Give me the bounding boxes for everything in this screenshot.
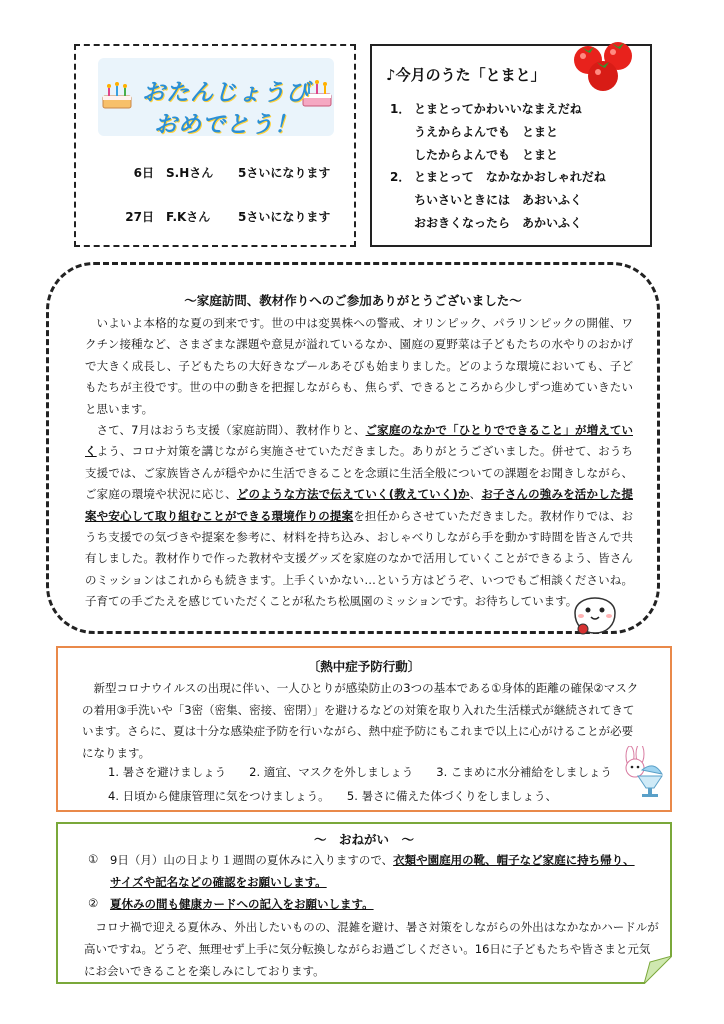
birthday-entry: 27日 F.Kさん 5さいになります (125, 210, 331, 224)
home-visit-paragraph: さて、7月はおうち支援（家庭訪問）、教材作りと、ご家庭のなかで「ひとりでできること」が増えていくよう、コロナ対策を講じながら実施させていただきました。ありがとうございました。併せて、おうち支援では、ご家族皆さんが穏やかに生活できることを念頭に生活全般についての課題をお聞きしながら、ご家庭の環境や状況に応じ、どのような方法で伝えていく(教えていく)か、お子さんの強みを活かした提案や安心して取り組むことができる環境作りの提案を担任からさせていただきました。教材作りでは、おうち支援での気づきや提案を参考に、材料を持ち込み、おしゃべりしながら手を動かす時間を皆さんで共有しました。教材作りで作った教材や支援グッズを家庭のなかで活用していくことができるよう、皆さんのミッションはこれからも続きます。上手くいかない…という方はどうぞ、いつでもご相談くださいね。子育ての手ごたえを感じていただくことが私たち松風園のミッションです。お待ちしています。 (85, 423, 634, 609)
heatstroke-tips: 1. 暑さを避けましょう 2. 適宜、マスクを外しましょう 3. こまめに水分補給をしましょう (108, 765, 612, 779)
song-box (370, 44, 652, 247)
request-item-number: ② (88, 896, 99, 910)
shaved-ice-rabbit-icon (616, 746, 666, 800)
heatstroke-title: 〔熱中症予防行動〕 (307, 659, 421, 674)
home-visit-box (46, 262, 660, 634)
verse-line: とまとって なかなかおしゃれだね (414, 170, 606, 184)
verse-line: とまとってかわいいなまえだね (414, 102, 582, 116)
heatstroke-tips: 4. 日頃から健康管理に気をつけましょう。 5. 暑さに備えた体づくりをしましょう、 (108, 789, 558, 803)
verse-line: したからよんでも とまと (414, 148, 559, 162)
birthday-heading-line2: おめでとう！ (154, 112, 298, 138)
birthday-heading-line1: おたんじょうび (142, 80, 310, 106)
song-title: ♪今月のうた「とまと」 (386, 66, 546, 84)
birthday-entry: 6日 S.Hさん 5さいになります (133, 166, 331, 180)
home-visit-body (85, 313, 633, 613)
request-item: 9日（月）山の日より１週間の夏休みに入りますので、衣類や園庭用の靴、帽子など家庭に持ち帰り、 (110, 853, 635, 867)
request-body: コロナ禍で迎える夏休み、外出したいものの、混雑を避け、暑さ対策をしながらの外出はなかなかハードルが高いですね。どうぞ、無理せず上手に気分転換しながらお過ごしください。16日に子どもたちや皆さまと元気にお会いできることを楽しみにしております。 (84, 920, 659, 978)
request-title: ～ おねがい ～ (313, 832, 414, 847)
request-item-number: ① (88, 852, 99, 866)
heatstroke-box (56, 646, 672, 812)
home-visit-paragraph: いよいよ本格的な夏の到来です。世の中は変異株への警戒、オリンピック、パラリンピックの開催、ワクチン接種など、さまざまな課題や意見が溢れているなか、園庭の夏野菜は子どもたちの水やりのおかげで大きく成長し、子どもたちの大好きなプールあそびも始まりました。どのような環境においても、子どもたちが主役です。世の中の動きを把握しながらも、焦らず、できるところから少しずつ進めていきたいと思います。 (85, 316, 633, 416)
request-item: 夏休みの間も健康カードへの記入をお願いします。 (110, 897, 374, 911)
verse-number: 2． (390, 170, 411, 184)
birthday-cake-icon (100, 82, 134, 110)
home-visit-title: ～家庭訪問、教材作りへのご参加ありがとうございました～ (184, 293, 522, 308)
page-fold-corner (644, 956, 672, 984)
verse-line: ちいさいときには あおいふく (414, 193, 583, 207)
verse-number: 1． (390, 102, 411, 116)
birthday-banner (98, 58, 334, 136)
heatstroke-body: 新型コロナウイルスの出現に伴い、一人ひとりが感染防止の3つの基本である①身体的距離の確保②マスクの着用③手洗いや「3密（密集、密接、密閉）」を避けるなどの対策を取り入れた生活様式が継続されてきています。さらに、夏は十分な感染症予防を行いながら、熱中症予防にもこれまで以上に心がけることが必要になります。 (82, 681, 639, 760)
request-item: サイズや記名などの確認をお願いします。 (110, 875, 327, 889)
ghost-mascot-icon (567, 583, 623, 639)
tomato-icon (568, 38, 648, 94)
birthday-box (74, 44, 356, 247)
verse-line: うえからよんでも とまと (414, 125, 559, 139)
request-box (56, 822, 672, 984)
verse-line: おおきくなったら あかいふく (414, 216, 583, 230)
